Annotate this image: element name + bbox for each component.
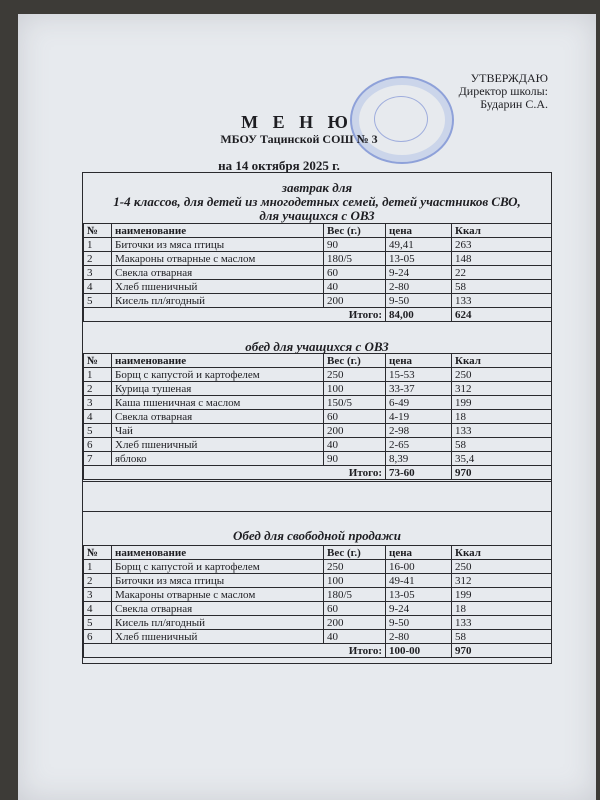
table-cell: 90: [324, 452, 386, 466]
table-row: [84, 238, 552, 252]
table-cell: Свекла отварная: [112, 602, 324, 616]
table-header-row: [84, 546, 552, 560]
menu-date: на 14 октября 2025 г.: [218, 158, 340, 173]
table-cell: 148: [452, 252, 552, 266]
lunch-table: [83, 353, 552, 480]
table-row: [84, 382, 552, 396]
table-cell: 90: [324, 238, 386, 252]
table-cell: 199: [452, 396, 552, 410]
table-cell: 180/5: [324, 588, 386, 602]
column-header: Вес (г.): [324, 354, 386, 368]
school-name: МБОУ Тацинской СОШ № 3: [220, 132, 378, 146]
column-header: Ккал: [452, 354, 552, 368]
column-header: наименование: [112, 224, 324, 238]
column-header: цена: [386, 354, 452, 368]
table-cell: Свекла отварная: [112, 410, 324, 424]
table-cell: Кисель пл/ягодный: [112, 294, 324, 308]
table-cell: 133: [452, 294, 552, 308]
table-cell: Борщ с капустой и картофелем: [112, 560, 324, 574]
table-cell: 49-41: [386, 574, 452, 588]
table-cell: 3: [84, 588, 112, 602]
total-kcal: 624: [452, 308, 552, 322]
table-cell: 58: [452, 438, 552, 452]
table-row: [84, 630, 552, 644]
approval-line: УТВЕРЖДАЮ: [470, 71, 548, 85]
table-cell: 9-50: [386, 294, 452, 308]
table-cell: 4: [84, 410, 112, 424]
table-cell: 133: [452, 616, 552, 630]
table-cell: 2: [84, 382, 112, 396]
table-row: [84, 294, 552, 308]
table-cell: 33-37: [386, 382, 452, 396]
table-row: [84, 452, 552, 466]
table-cell: Каша пшеничная с маслом: [112, 396, 324, 410]
breakfast-caption-1: завтрак для: [281, 180, 353, 195]
table-cell: Борщ с капустой и картофелем: [112, 368, 324, 382]
table-cell: 200: [324, 294, 386, 308]
menu-sheet: [18, 14, 596, 800]
divider: [83, 511, 551, 512]
table-cell: 312: [452, 382, 552, 396]
table-header-row: [84, 354, 552, 368]
table-row: [84, 410, 552, 424]
table-cell: 250: [452, 368, 552, 382]
table-cell: 150/5: [324, 396, 386, 410]
table-row: [84, 280, 552, 294]
table-cell: 1: [84, 560, 112, 574]
table-cell: 200: [324, 616, 386, 630]
table-cell: 15-53: [386, 368, 452, 382]
approval-position: Директор школы:: [458, 84, 548, 98]
table-row: [84, 396, 552, 410]
lunch-caption: обед для учащихся с ОВЗ: [245, 339, 389, 354]
table-row: [84, 424, 552, 438]
table-row: [84, 266, 552, 280]
approval-name: Бударин С.А.: [480, 97, 548, 111]
table-row: [84, 616, 552, 630]
table-cell: 6: [84, 438, 112, 452]
table-cell: Кисель пл/ягодный: [112, 616, 324, 630]
table-cell: 9-24: [386, 602, 452, 616]
table-cell: 250: [324, 560, 386, 574]
table-cell: 5: [84, 616, 112, 630]
table-cell: 60: [324, 266, 386, 280]
sale-caption: Обед для свободной продажи: [233, 528, 401, 543]
page-title: М Е Н Ю: [241, 112, 353, 132]
table-cell: 13-05: [386, 588, 452, 602]
table-cell: 2-98: [386, 424, 452, 438]
table-cell: Курица тушеная: [112, 382, 324, 396]
table-header-row: [84, 224, 552, 238]
breakfast-table: [83, 223, 552, 322]
table-cell: 3: [84, 396, 112, 410]
table-cell: 100: [324, 574, 386, 588]
table-cell: Макароны отварные с маслом: [112, 588, 324, 602]
table-cell: 180/5: [324, 252, 386, 266]
column-header: наименование: [112, 354, 324, 368]
table-cell: 100: [324, 382, 386, 396]
table-cell: Хлеб пшеничный: [112, 280, 324, 294]
table-cell: Макароны отварные с маслом: [112, 252, 324, 266]
table-cell: 40: [324, 630, 386, 644]
table-cell: Хлеб пшеничный: [112, 438, 324, 452]
table-cell: 40: [324, 438, 386, 452]
table-cell: 4: [84, 602, 112, 616]
breakfast-caption-2: 1-4 классов, для детей из многодетных семей, детей участников СВО,: [113, 194, 521, 209]
table-cell: 49,41: [386, 238, 452, 252]
table-cell: 18: [452, 410, 552, 424]
total-kcal: 970: [452, 466, 552, 480]
table-row: [84, 368, 552, 382]
total-price: 84,00: [386, 308, 452, 322]
table-cell: 58: [452, 630, 552, 644]
table-cell: 22: [452, 266, 552, 280]
column-header: наименование: [112, 546, 324, 560]
table-cell: Хлеб пшеничный: [112, 630, 324, 644]
table-row: [84, 438, 552, 452]
total-label: Итого:: [84, 308, 386, 322]
table-cell: 18: [452, 602, 552, 616]
table-cell: 263: [452, 238, 552, 252]
column-header: Вес (г.): [324, 224, 386, 238]
column-header: №: [84, 224, 112, 238]
column-header: Ккал: [452, 224, 552, 238]
table-cell: 5: [84, 424, 112, 438]
table-cell: 1: [84, 238, 112, 252]
table-row: [84, 602, 552, 616]
table-row: [84, 574, 552, 588]
table-cell: 250: [452, 560, 552, 574]
table-cell: 199: [452, 588, 552, 602]
total-label: Итого:: [84, 466, 386, 480]
table-row: [84, 588, 552, 602]
table-cell: 6-49: [386, 396, 452, 410]
table-cell: 2-80: [386, 630, 452, 644]
total-price: 100-00: [386, 644, 452, 658]
table-row: [84, 252, 552, 266]
column-header: Ккал: [452, 546, 552, 560]
table-cell: яблоко: [112, 452, 324, 466]
table-cell: 9-50: [386, 616, 452, 630]
table-cell: 35,4: [452, 452, 552, 466]
column-header: Вес (г.): [324, 546, 386, 560]
sale-table: [83, 545, 552, 658]
table-cell: Чай: [112, 424, 324, 438]
table-cell: 2: [84, 574, 112, 588]
table-cell: 16-00: [386, 560, 452, 574]
table-cell: Биточки из мяса птицы: [112, 574, 324, 588]
table-cell: 3: [84, 266, 112, 280]
breakfast-caption-3: для учащихся с ОВЗ: [259, 208, 375, 223]
column-header: №: [84, 546, 112, 560]
table-cell: 8,39: [386, 452, 452, 466]
table-cell: 200: [324, 424, 386, 438]
table-cell: 9-24: [386, 266, 452, 280]
table-cell: 4-19: [386, 410, 452, 424]
column-header: №: [84, 354, 112, 368]
column-header: цена: [386, 546, 452, 560]
table-row: [84, 560, 552, 574]
total-label: Итого:: [84, 644, 386, 658]
table-cell: 5: [84, 294, 112, 308]
total-row: [84, 466, 552, 480]
table-cell: 2-65: [386, 438, 452, 452]
table-cell: 60: [324, 602, 386, 616]
approval-block: [459, 72, 548, 111]
table-cell: 40: [324, 280, 386, 294]
table-cell: 250: [324, 368, 386, 382]
total-price: 73-60: [386, 466, 452, 480]
table-cell: Свекла отварная: [112, 266, 324, 280]
total-kcal: 970: [452, 644, 552, 658]
table-cell: 1: [84, 368, 112, 382]
total-row: [84, 644, 552, 658]
menu-frame: [82, 172, 552, 664]
table-cell: 7: [84, 452, 112, 466]
divider: [83, 481, 551, 482]
table-cell: 60: [324, 410, 386, 424]
total-row: [84, 308, 552, 322]
table-cell: 13-05: [386, 252, 452, 266]
table-cell: Биточки из мяса птицы: [112, 238, 324, 252]
table-cell: 133: [452, 424, 552, 438]
table-cell: 58: [452, 280, 552, 294]
column-header: цена: [386, 224, 452, 238]
table-cell: 2-80: [386, 280, 452, 294]
table-cell: 4: [84, 280, 112, 294]
table-cell: 2: [84, 252, 112, 266]
table-cell: 312: [452, 574, 552, 588]
table-cell: 6: [84, 630, 112, 644]
